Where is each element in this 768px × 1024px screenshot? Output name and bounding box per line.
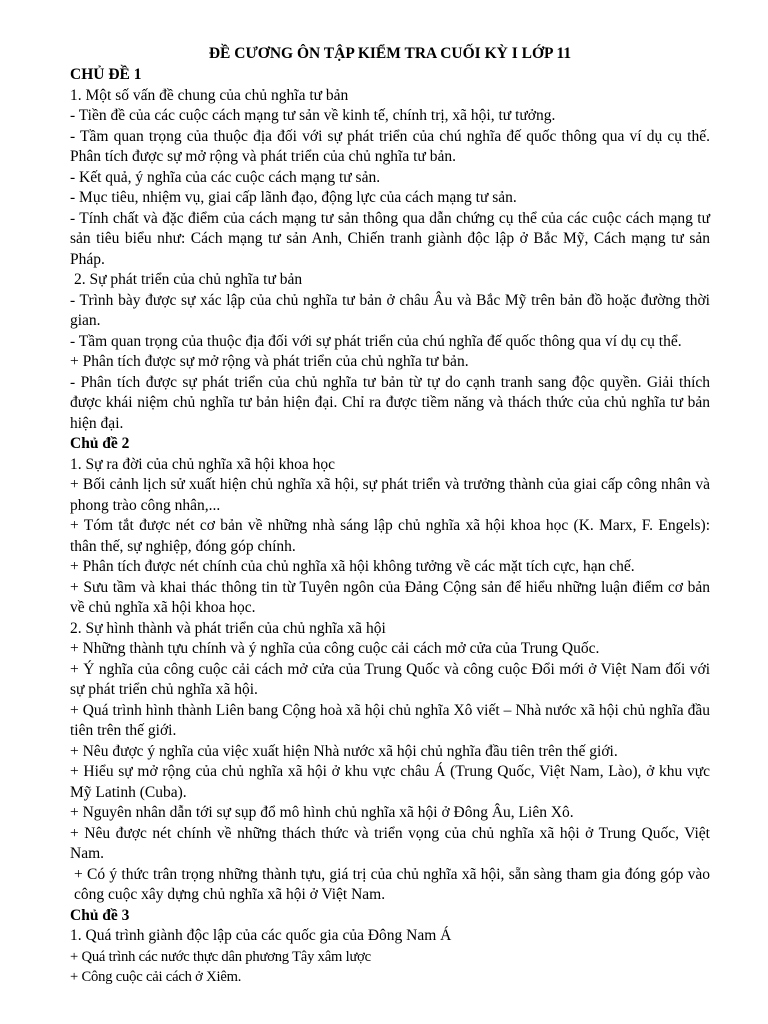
paragraph: + Tóm tắt được nét cơ bản về những nhà sáng lập chủ nghĩa xã hội khoa học (K. Marx, F. Engels): thân thế, sự nghiệp, đóng góp chính.	[70, 517, 710, 555]
document-title: ĐỀ CƯƠNG ÔN TẬP KIỂM TRA CUỐI KỲ I LỚP 11	[208, 45, 572, 62]
paragraph: + Quá trình hình thành Liên bang Cộng hoà xã hội chủ nghĩa Xô viết – Nhà nước xã hội chủ nghĩa đầu tiên trên thế giới.	[70, 701, 710, 739]
paragraph: - Tiền đề của các cuộc cách mạng tư sản về kinh tế, chính trị, xã hội, tư tưởng.	[70, 107, 556, 124]
paragraph: 2. Sự phát triển của chủ nghĩa tư bản	[74, 271, 303, 288]
section-heading: Chủ đề 2	[70, 435, 130, 452]
paragraph: 1. Một số vấn đề chung của chủ nghĩa tư bản	[70, 86, 349, 104]
paragraph: - Kết quả, ý nghĩa của các cuộc cách mạng tư sản.	[70, 168, 381, 186]
paragraph: + Sưu tầm và khai thác thông tin từ Tuyên ngôn của Đảng Cộng sản để hiểu những luận điểm cơ bản về chủ nghĩa xã hội khoa học.	[70, 578, 710, 616]
paragraph: - Phân tích được sự phát triển của chủ nghĩa tư bản từ tự do cạnh tranh sang độc quyền. Giải thích được khái niệm chủ nghĩa tư bản hiện đại. Chỉ ra được tiềm năng và thách thức của chủ nghĩa tư bản hiện đại.	[70, 373, 710, 432]
paragraph: + Phân tích được nét chính của chủ nghĩa xã hội không tưởng về các mặt tích cực, hạn chế.	[70, 558, 635, 575]
paragraph: + Nêu được ý nghĩa của việc xuất hiện Nhà nước xã hội chủ nghĩa đầu tiên trên thế giới.	[70, 742, 618, 760]
paragraph: + Công cuộc cải cách ở Xiêm.	[70, 969, 242, 985]
paragraph: + Có ý thức trân trọng những thành tựu, giá trị của chủ nghĩa xã hội, sẵn sàng tham gia đóng góp vào công cuộc xây dựng chủ nghĩa xã hội ở Việt Nam.	[74, 865, 710, 903]
paragraph: - Trình bày được sự xác lập của chủ nghĩa tư bản ở châu Âu và Bắc Mỹ trên bản đồ hoặc đường thời gian.	[70, 291, 710, 329]
paragraph: - Tầm quan trọng của thuộc địa đối với sự phát triển của chú nghĩa đế quốc thông qua ví dụ cụ thế. Phân tích được sự mở rộng và phát triển của chủ nghĩa tư bản.	[70, 127, 710, 165]
paragraph: - Tầm quan trọng của thuộc địa đối với sự phát triển của chú nghĩa đế quốc thông qua ví dụ cụ thể.	[70, 332, 682, 350]
paragraph: + Nêu được nét chính về những thách thức và triển vọng của chủ nghĩa xã hội ở Trung Quốc, Việt Nam.	[70, 824, 710, 862]
paragraph: 1. Sự ra đời của chủ nghĩa xã hội khoa học	[70, 455, 335, 473]
paragraph: + Những thành tựu chính và ý nghĩa của công cuộc cải cách mở cửa của Trung Quốc.	[70, 640, 600, 657]
section-heading: CHỦ ĐỀ 1	[70, 66, 142, 83]
paragraph: - Tính chất và đặc điểm của cách mạng tư sản thông qua dẫn chứng cụ thể của các cuộc cách mạng tư sản tiêu biểu như: Cách mạng tư sản Anh, Chiến tranh giành độc lập ở Bắc Mỹ, Cách mạng tư sản Pháp.	[70, 209, 710, 268]
paragraph: + Hiểu sự mở rộng của chủ nghĩa xã hội ở khu vực châu Á (Trung Quốc, Việt Nam, Lào), ở khu vực Mỹ Latinh (Cuba).	[70, 763, 710, 801]
paragraph: + Nguyên nhân dẫn tới sự sụp đổ mô hình chủ nghĩa xã hội ở Đông Âu, Liên Xô.	[70, 804, 574, 821]
paragraph: 2. Sự hình thành và phát triển của chủ nghĩa xã hội	[70, 619, 386, 637]
paragraph: - Mục tiêu, nhiệm vụ, giai cấp lãnh đạo, động lực của cách mạng tư sản.	[70, 189, 517, 206]
paragraph: + Bối cảnh lịch sử xuất hiện chủ nghĩa xã hội, sự phát triển và trưởng thành của giai cấp công nhân và phong trào công nhân,...	[70, 476, 710, 514]
document-body	[70, 65, 710, 988]
paragraph: 1. Quá trình giành độc lập của các quốc gia của Đông Nam Á	[70, 927, 452, 944]
paragraph: + Quá trình các nước thực dân phương Tây xâm lược	[70, 948, 371, 965]
section-heading: Chủ đề 3	[70, 906, 130, 924]
paragraph: + Phân tích được sự mở rộng và phát triển của chủ nghĩa tư bản.	[70, 353, 469, 370]
paragraph: + Ý nghĩa của công cuộc cải cách mở cửa của Trung Quốc và công cuộc Đổi mới ở Việt Nam đối với sự phát triển chủ nghĩa xã hội.	[70, 660, 710, 698]
